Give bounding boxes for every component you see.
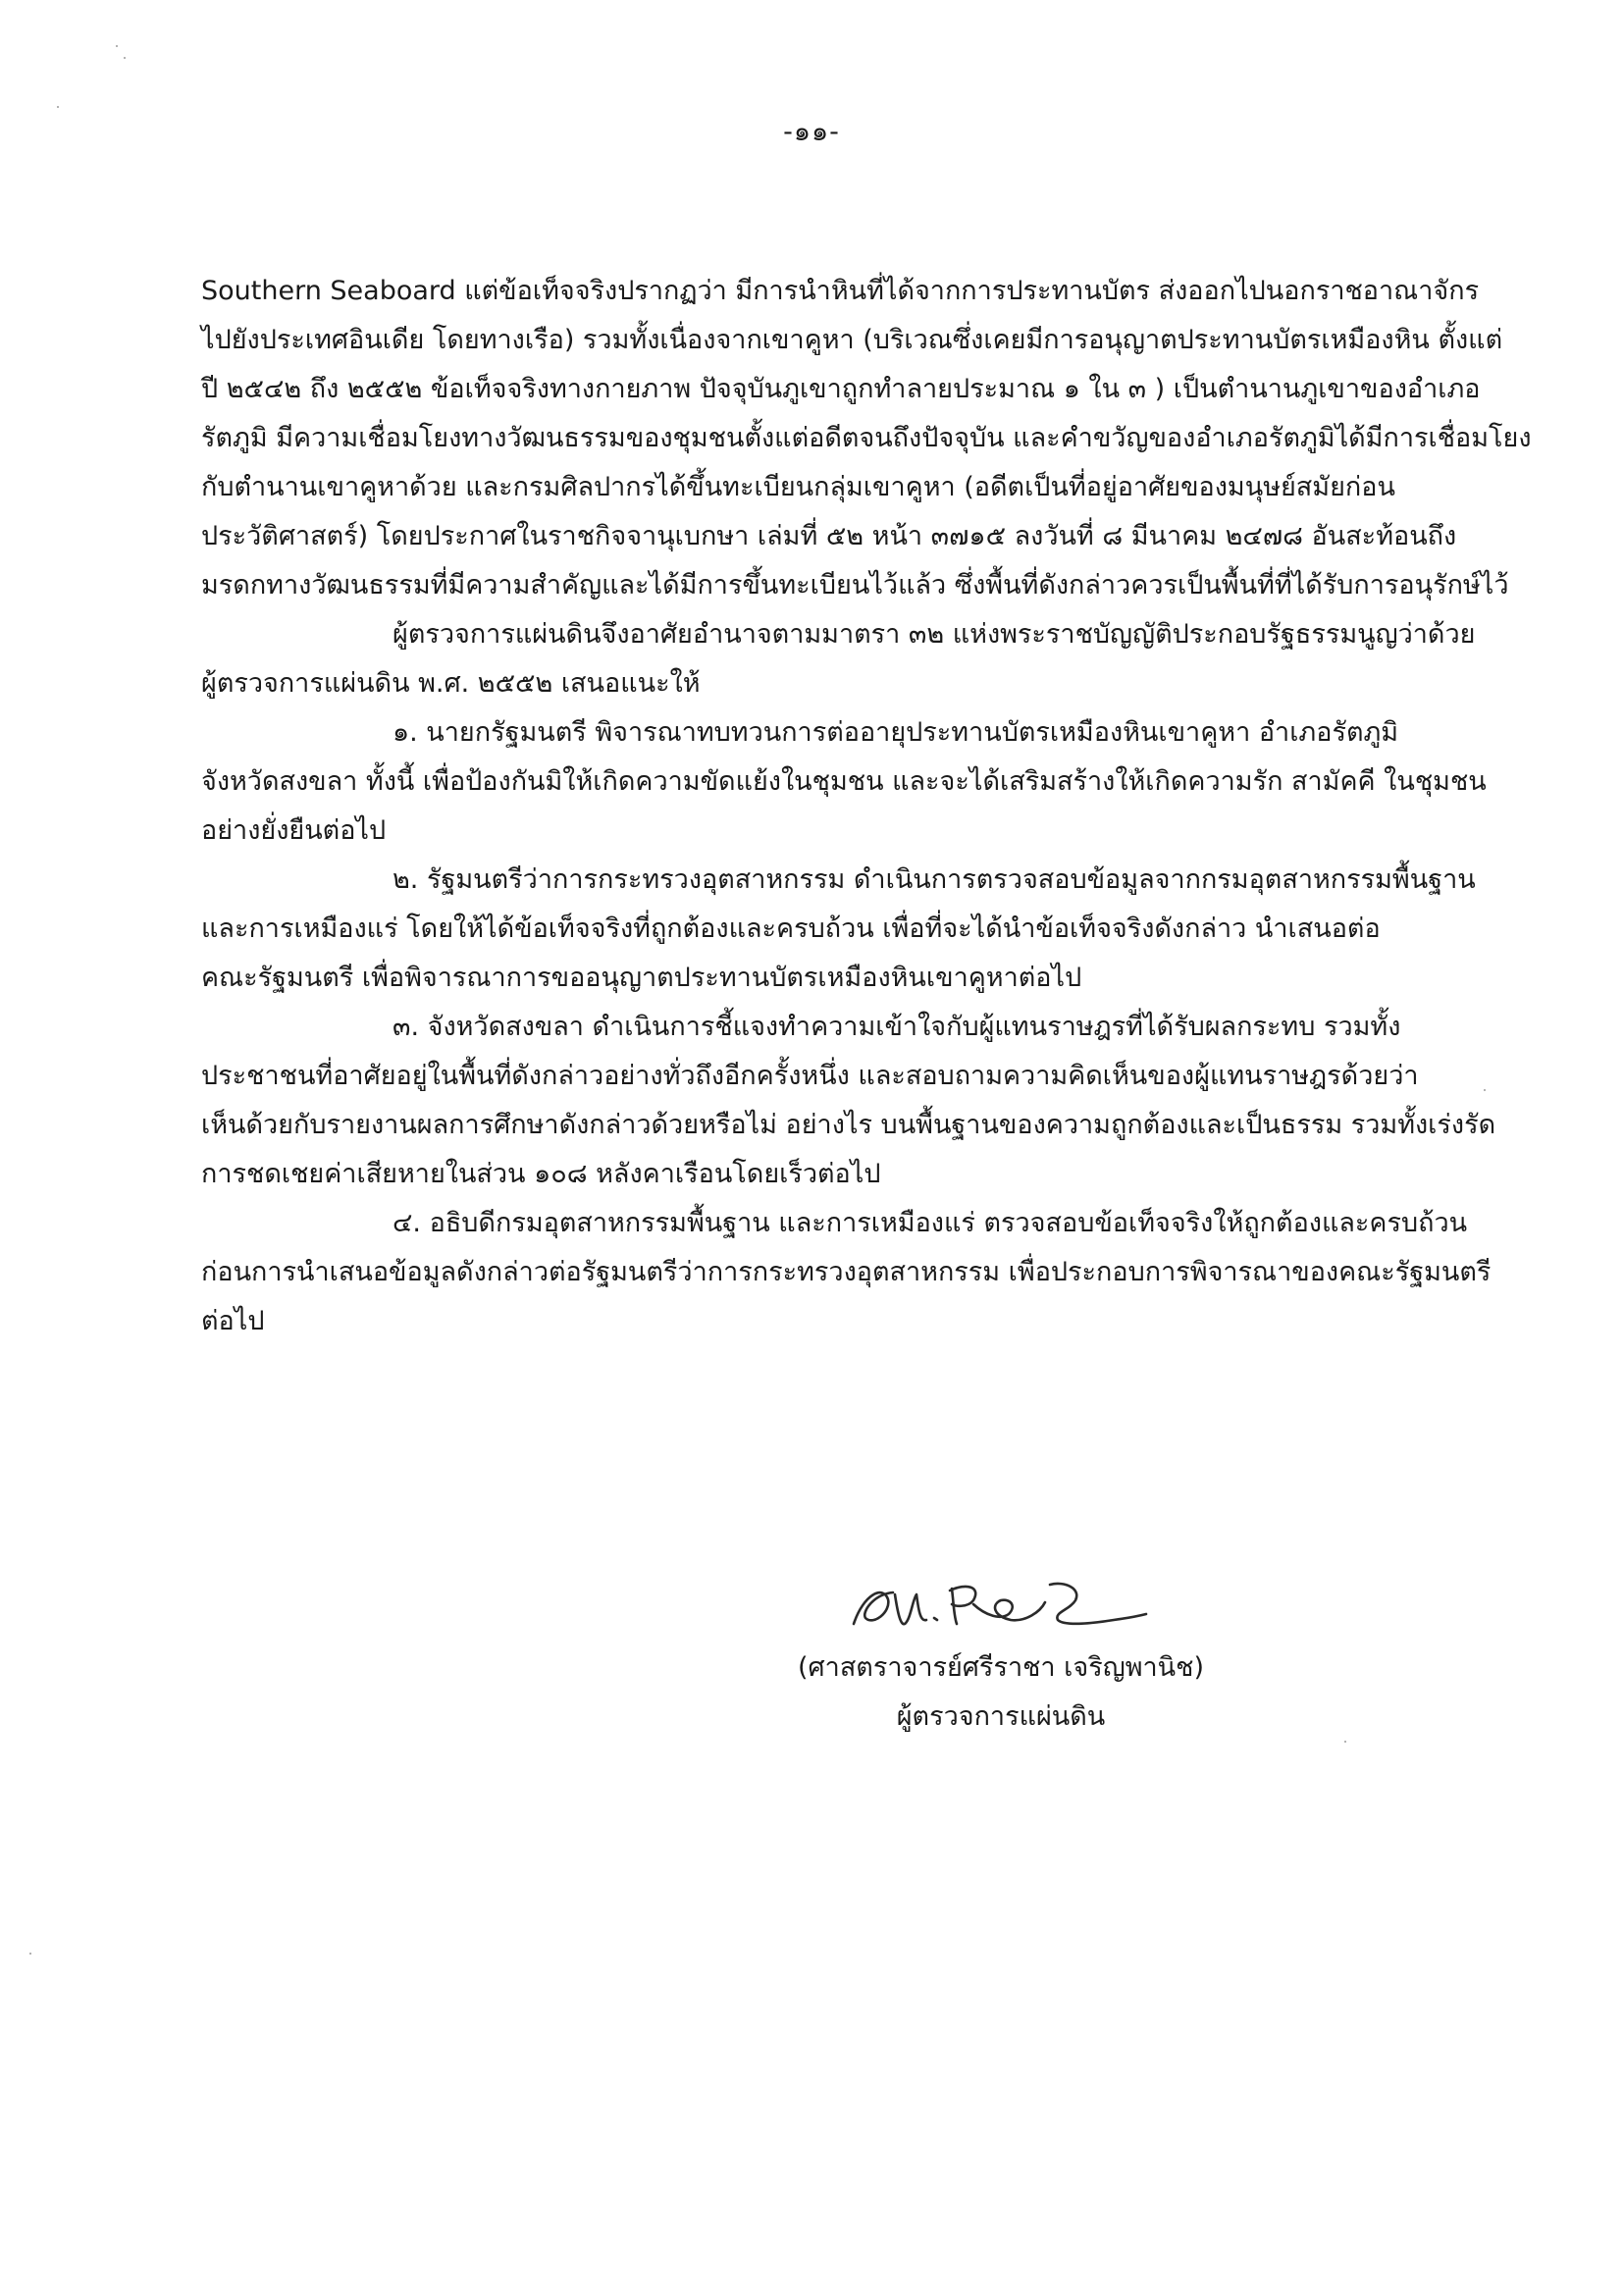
paragraph-intro	[201, 267, 1536, 610]
recommendation-1	[201, 708, 1536, 856]
text-line: ประวัติศาสตร์) โดยประกาศในราชกิจจานุเบกษา เล่มที่ ๕๒ หน้า ๓๗๑๕ ลงวันที่ ๘ มีนาคม ๒๔๗๘ อันสะท้อนถึง	[201, 521, 1457, 551]
text-line: การชดเชยค่าเสียหายในส่วน ๑๐๘ หลังคาเรือนโดยเร็วต่อไป	[201, 1159, 881, 1189]
text-line: ผู้ตรวจการแผ่นดินจึงอาศัยอำนาจตามมาตรา ๓๒ แห่งพระราชบัญญัติประกอบรัฐธรรมนูญว่าด้วย	[393, 619, 1476, 650]
text-line: และการเหมืองแร่ โดยให้ได้ข้อเท็จจริงที่ถูกต้องและครบถ้วน เพื่อที่จะได้นำข้อเท็จจริงดังกล่าว นำเสนอต่อ	[201, 913, 1381, 944]
handwritten-signature	[844, 1555, 1158, 1644]
scan-speck	[124, 57, 126, 59]
recommendation-3	[201, 1003, 1536, 1199]
recommendation-2	[201, 856, 1536, 1003]
text-line: ต่อไป	[201, 1306, 265, 1336]
scan-speck	[57, 106, 59, 108]
signer-title: ผู้ตรวจการแผ่นดิน	[896, 1701, 1106, 1732]
text-line: จังหวัดสงขลา ทั้งนี้ เพื่อป้องกันมิให้เกิดความขัดแย้งในชุมชน และจะได้เสริมสร้างให้เกิดความรัก สามัคคี ในชุมชน	[201, 766, 1487, 797]
signer-name: (ศาสตราจารย์ศรีราชา เจริญพานิช)	[797, 1652, 1205, 1683]
text-line: Southern Seaboard แต่ข้อเท็จจริงปรากฏว่า มีการนำหินที่ได้จากการประทานบัตร ส่งออกไปนอกราชอาณาจักร	[201, 276, 1480, 306]
text-line: กับตำนานเขาคูหาด้วย และกรมศิลปากรได้ขึ้นทะเบียนกลุ่มเขาคูหา (อดีตเป็นที่อยู่อาศัยของมนุษย์สมัยก่อน	[201, 472, 1395, 502]
text-line: ปี ๒๕๔๒ ถึง ๒๕๕๒ ข้อเท็จจริงทางกายภาพ ปัจจุบันภูเขาถูกทำลายประมาณ ๑ ใน ๓ ) เป็นตำนานภูเขาของอำเภอ	[201, 374, 1481, 404]
scan-speck	[1484, 1089, 1486, 1091]
text-line: คณะรัฐมนตรี เพื่อพิจารณาการขออนุญาตประทานบัตรเหมืองหินเขาคูหาต่อไป	[201, 963, 1082, 993]
text-line: มรดกทางวัฒนธรรมที่มีความสำคัญและได้มีการขึ้นทะเบียนไว้แล้ว ซึ่งพื้นที่ดังกล่าวควรเป็นพื้นที่ที่ได้รับการอนุรักษ์ไว้	[201, 570, 1509, 600]
scan-speck	[1344, 1741, 1346, 1743]
page-number: -๑๑-	[783, 117, 840, 147]
text-line: เห็นด้วยกับรายงานผลการศึกษาดังกล่าวด้วยหรือไม่ อย่างไร บนพื้นฐานของความถูกต้องและเป็นธรรม รวมทั้งเร่งรัด	[201, 1110, 1496, 1140]
text-line: ประชาชนที่อาศัยอยู่ในพื้นที่ดังกล่าวอย่างทั่วถึงอีกครั้งหนึ่ง และสอบถามความคิดเห็นของผู้แทนราษฎรด้วยว่า	[201, 1061, 1419, 1091]
text-line: ไปยังประเทศอินเดีย โดยทางเรือ) รวมทั้งเนื่องจากเขาคูหา (บริเวณซึ่งเคยมีการอนุญาตประทานบัตรเหมืองหิน ตั้งแต่	[201, 325, 1503, 355]
text-line: อย่างยั่งยืนต่อไป	[201, 815, 387, 846]
text-line: ๓. จังหวัดสงขลา ดำเนินการชี้แจงทำความเข้าใจกับผู้แทนราษฎรที่ได้รับผลกระทบ รวมทั้ง	[393, 1012, 1401, 1042]
text-line: ๒. รัฐมนตรีว่าการกระทรวงอุตสาหกรรม ดำเนินการตรวจสอบข้อมูลจากกรมอุตสาหกรรมพื้นฐาน	[393, 864, 1476, 895]
text-line: ก่อนการนำเสนอข้อมูลดังกล่าวต่อรัฐมนตรีว่าการกระทรวงอุตสาหกรรม เพื่อประกอบการพิจารณาของคณะรัฐมนตรี	[201, 1257, 1492, 1287]
recommendation-4	[201, 1199, 1536, 1346]
text-line: ผู้ตรวจการแผ่นดิน พ.ศ. ๒๕๕๒ เสนอแนะให้	[201, 668, 701, 699]
document-body	[201, 267, 1536, 1346]
scan-speck	[116, 45, 118, 47]
scan-speck	[29, 1953, 31, 1955]
text-line: ๑. นายกรัฐมนตรี พิจารณาทบทวนการต่ออายุประทานบัตรเหมืองหินเขาคูหา อำเภอรัตภูมิ	[393, 717, 1399, 748]
text-line: รัตภูมิ มีความเชื่อมโยงทางวัฒนธรรมของชุมชนตั้งแต่อดีตจนถึงปัจจุบัน และคำขวัญของอำเภอรัตภูมิได้มีการเชื่อมโยง	[201, 423, 1532, 453]
paragraph-authority	[201, 610, 1536, 708]
text-line: ๔. อธิบดีกรมอุตสาหกรรมพื้นฐาน และการเหมืองแร่ ตรวจสอบข้อเท็จจริงให้ถูกต้องและครบถ้วน	[393, 1208, 1468, 1238]
signature-block	[687, 1555, 1315, 1742]
